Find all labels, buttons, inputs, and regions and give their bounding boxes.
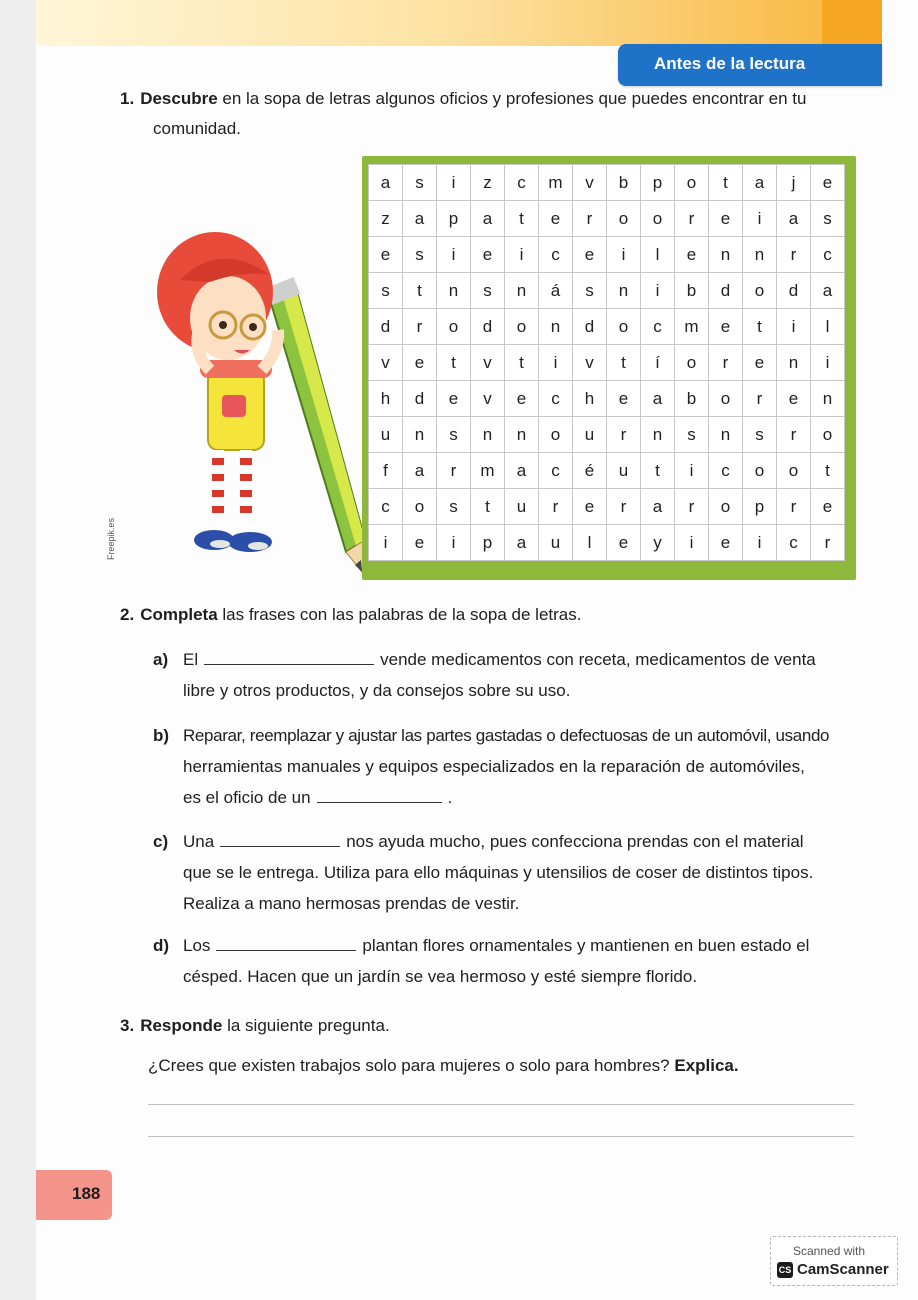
word-search-cell[interactable]: u — [369, 417, 403, 453]
word-search-cell[interactable]: s — [437, 489, 471, 525]
scanner-line: Scanned with — [793, 1244, 866, 1258]
word-search-cell[interactable]: u — [539, 525, 573, 561]
word-search-cell[interactable]: i — [369, 525, 403, 561]
word-search-cell[interactable]: e — [709, 201, 743, 237]
word-search-cell[interactable]: l — [811, 309, 845, 345]
word-search-cell[interactable]: t — [471, 489, 505, 525]
word-search-cell[interactable]: a — [811, 273, 845, 309]
word-search-cell[interactable]: j — [777, 165, 811, 201]
question-number: 3. — [120, 1016, 135, 1035]
word-search-row — [369, 345, 845, 381]
word-search-cell[interactable]: a — [505, 525, 539, 561]
word-search-cell[interactable]: c — [539, 453, 573, 489]
section-label: Antes de la lectura — [654, 54, 806, 73]
header-band — [36, 0, 882, 46]
word-search-grid — [368, 164, 845, 561]
word-search-cell[interactable]: á — [539, 273, 573, 309]
image-credit: Freepik.es — [106, 517, 116, 560]
word-search-row — [369, 453, 845, 489]
word-search-cell[interactable]: r — [675, 201, 709, 237]
word-search-cell[interactable]: c — [709, 453, 743, 489]
answer-blank[interactable] — [220, 828, 340, 847]
item-label: a) — [153, 650, 169, 669]
word-search-cell[interactable]: e — [709, 309, 743, 345]
word-search-cell[interactable]: o — [811, 417, 845, 453]
word-search-cell[interactable]: a — [743, 165, 777, 201]
word-search-cell[interactable]: a — [403, 201, 437, 237]
word-search-cell[interactable]: o — [743, 453, 777, 489]
word-search-cell[interactable]: n — [709, 237, 743, 273]
word-search-cell[interactable]: o — [607, 201, 641, 237]
word-search-cell[interactable]: n — [471, 417, 505, 453]
page-number: 188 — [72, 1184, 101, 1203]
item-text: nos ayuda mucho, pues confecciona prendas con el material — [346, 832, 804, 851]
word-search-cell[interactable]: e — [743, 345, 777, 381]
word-search-cell[interactable]: i — [437, 525, 471, 561]
word-search-cell[interactable]: i — [539, 345, 573, 381]
word-search-cell[interactable]: r — [743, 381, 777, 417]
word-search-cell[interactable]: n — [403, 417, 437, 453]
word-search-cell[interactable]: o — [641, 201, 675, 237]
word-search-cell[interactable]: o — [709, 381, 743, 417]
word-search-cell[interactable]: b — [675, 273, 709, 309]
word-search-row — [369, 309, 845, 345]
word-search-cell[interactable]: r — [777, 417, 811, 453]
question-text: las frases con las palabras de la sopa de letras. — [217, 605, 582, 624]
word-search-cell[interactable]: r — [811, 525, 845, 561]
word-search-cell[interactable]: o — [675, 345, 709, 381]
question-keyword: Completa — [140, 605, 218, 624]
word-search-cell[interactable]: p — [641, 165, 675, 201]
word-search-cell[interactable]: t — [709, 165, 743, 201]
answer-blank[interactable] — [317, 784, 442, 803]
word-search-cell[interactable]: e — [471, 237, 505, 273]
word-search-frame — [362, 156, 856, 580]
item-text: Reparar, reemplazar y ajustar las partes gastadas o defectuosas de un automóvil, usando — [183, 726, 830, 745]
word-search-cell[interactable]: e — [437, 381, 471, 417]
word-search-cell[interactable]: e — [369, 237, 403, 273]
word-search-cell[interactable]: n — [743, 237, 777, 273]
item-text: . — [447, 788, 453, 807]
word-search-cell[interactable]: c — [539, 381, 573, 417]
answer-line[interactable] — [148, 1104, 854, 1105]
item-text: El — [183, 650, 199, 669]
question-number: 2. — [120, 605, 135, 624]
word-search-cell[interactable]: v — [573, 165, 607, 201]
word-search-cell[interactable]: i — [777, 309, 811, 345]
question-2 — [120, 600, 880, 630]
word-search-cell[interactable]: r — [777, 237, 811, 273]
question-keyword: Responde — [140, 1016, 223, 1035]
sentence-item-d — [153, 930, 853, 992]
word-search-row — [369, 165, 845, 201]
word-search-cell[interactable]: e — [539, 201, 573, 237]
word-search-cell[interactable]: d — [573, 309, 607, 345]
word-search-cell[interactable]: c — [369, 489, 403, 525]
word-search-cell[interactable]: o — [539, 417, 573, 453]
word-search-cell[interactable]: e — [403, 345, 437, 381]
item-text: Una — [183, 832, 215, 851]
word-search-cell[interactable]: l — [573, 525, 607, 561]
word-search-cell[interactable]: h — [369, 381, 403, 417]
item-text: plantan flores ornamentales y mantienen en buen estado el — [362, 936, 810, 955]
word-search-cell[interactable]: n — [641, 417, 675, 453]
word-search-cell[interactable]: i — [641, 273, 675, 309]
word-search-row — [369, 381, 845, 417]
word-search-cell[interactable]: n — [505, 417, 539, 453]
word-search-cell[interactable]: c — [505, 165, 539, 201]
word-search-cell[interactable]: e — [811, 165, 845, 201]
question-text: la siguiente pregunta. — [222, 1016, 390, 1035]
item-text: herramientas manuales y equipos especializados en la reparación de automóviles, — [183, 757, 805, 776]
word-search-cell[interactable]: n — [607, 273, 641, 309]
word-search-cell[interactable]: z — [369, 201, 403, 237]
word-search-cell[interactable]: s — [573, 273, 607, 309]
open-question-text: ¿Crees que existen trabajos solo para mujeres o solo para hombres? — [148, 1056, 670, 1075]
word-search-cell[interactable]: n — [709, 417, 743, 453]
word-search-cell[interactable]: y — [641, 525, 675, 561]
question-text-continuation: comunidad. — [153, 119, 241, 138]
word-search-cell[interactable]: r — [607, 489, 641, 525]
word-search-cell[interactable]: i — [607, 237, 641, 273]
word-search-cell[interactable]: t — [505, 345, 539, 381]
question-number: 1. — [120, 89, 135, 108]
item-label: b) — [153, 726, 170, 745]
word-search-cell[interactable]: i — [675, 453, 709, 489]
word-search-cell[interactable]: e — [777, 381, 811, 417]
word-search-cell[interactable]: a — [777, 201, 811, 237]
word-search-cell[interactable]: i — [743, 525, 777, 561]
word-search-cell[interactable]: o — [709, 489, 743, 525]
word-search-cell[interactable]: a — [641, 489, 675, 525]
answer-blank[interactable] — [216, 932, 356, 951]
sentence-item-c — [153, 826, 853, 919]
word-search-cell[interactable]: p — [743, 489, 777, 525]
answer-line[interactable] — [148, 1136, 854, 1137]
word-search-cell[interactable]: s — [369, 273, 403, 309]
item-text: Los — [183, 936, 211, 955]
question-3 — [120, 1011, 880, 1041]
word-search-cell[interactable]: m — [675, 309, 709, 345]
word-search-cell[interactable]: c — [539, 237, 573, 273]
word-search-cell[interactable]: n — [777, 345, 811, 381]
word-search-cell[interactable]: i — [437, 165, 471, 201]
item-label: c) — [153, 832, 169, 851]
word-search-cell[interactable]: l — [641, 237, 675, 273]
word-search-cell[interactable]: c — [641, 309, 675, 345]
word-search-cell[interactable]: p — [471, 525, 505, 561]
word-search-cell[interactable]: i — [811, 345, 845, 381]
word-search-cell[interactable]: f — [369, 453, 403, 489]
question-keyword: Descubre — [140, 89, 218, 108]
page-number-tab — [36, 1170, 112, 1220]
question-text: en la sopa de letras algunos oficios y profesiones que puedes encontrar en tu — [217, 89, 807, 108]
item-text: que se le entrega. Utiliza para ello máquinas y utensilios de coser de distintos tipos. — [183, 863, 814, 882]
word-search-cell[interactable]: r — [437, 453, 471, 489]
word-search-row — [369, 417, 845, 453]
girl-with-pencil-illustration — [150, 220, 380, 580]
item-text: libre y otros productos, y da consejos sobre su uso. — [183, 681, 571, 700]
word-search-cell[interactable]: d — [369, 309, 403, 345]
word-search-cell[interactable]: e — [675, 237, 709, 273]
word-search-cell[interactable]: e — [811, 489, 845, 525]
item-label: d) — [153, 936, 170, 955]
word-search-cell[interactable]: c — [777, 525, 811, 561]
word-search-cell[interactable]: u — [505, 489, 539, 525]
word-search-cell[interactable]: b — [607, 165, 641, 201]
word-search-cell[interactable]: v — [471, 381, 505, 417]
word-search-cell[interactable]: s — [437, 417, 471, 453]
word-search-cell[interactable]: t — [437, 345, 471, 381]
word-search-cell[interactable]: í — [641, 345, 675, 381]
question-1 — [120, 84, 880, 144]
word-search-cell[interactable]: i — [675, 525, 709, 561]
word-search-cell[interactable]: e — [403, 525, 437, 561]
sentence-item-a — [153, 644, 853, 706]
word-search-row — [369, 525, 845, 561]
word-search-cell[interactable]: o — [505, 309, 539, 345]
word-search-cell[interactable]: i — [743, 201, 777, 237]
girl-figure — [157, 232, 278, 552]
word-search-cell[interactable]: s — [403, 165, 437, 201]
word-search-cell[interactable]: r — [675, 489, 709, 525]
word-search-cell[interactable]: u — [607, 453, 641, 489]
item-text: césped. Hacen que un jardín se vea hermoso y esté siempre florido. — [183, 967, 698, 986]
word-search-row — [369, 489, 845, 525]
word-search-cell[interactable]: i — [437, 237, 471, 273]
word-search-cell[interactable]: d — [471, 309, 505, 345]
word-search-cell[interactable]: r — [573, 201, 607, 237]
word-search-cell[interactable]: v — [369, 345, 403, 381]
word-search-cell[interactable]: s — [471, 273, 505, 309]
word-search-cell[interactable]: a — [369, 165, 403, 201]
word-search-cell[interactable]: t — [641, 453, 675, 489]
word-search-cell[interactable]: r — [709, 345, 743, 381]
word-search-cell[interactable]: s — [675, 417, 709, 453]
open-question — [148, 1051, 739, 1081]
word-search-cell[interactable]: a — [505, 453, 539, 489]
word-search-cell[interactable]: z — [471, 165, 505, 201]
word-search-cell[interactable]: s — [743, 417, 777, 453]
left-margin-strip — [0, 0, 36, 1300]
word-search-cell[interactable]: a — [471, 201, 505, 237]
word-search-cell[interactable]: b — [675, 381, 709, 417]
word-search-cell[interactable]: n — [811, 381, 845, 417]
word-search-cell[interactable]: i — [505, 237, 539, 273]
word-search-cell[interactable]: o — [403, 489, 437, 525]
word-search-cell[interactable]: n — [437, 273, 471, 309]
scanner-watermark — [770, 1236, 898, 1286]
word-search-cell[interactable]: o — [743, 273, 777, 309]
word-search-cell[interactable]: e — [709, 525, 743, 561]
word-search-cell[interactable]: t — [811, 453, 845, 489]
word-search-cell[interactable]: m — [471, 453, 505, 489]
word-search-cell[interactable]: d — [403, 381, 437, 417]
word-search-cell[interactable]: t — [403, 273, 437, 309]
answer-blank[interactable] — [204, 646, 374, 665]
word-search-cell[interactable]: n — [539, 309, 573, 345]
word-search-cell[interactable]: h — [573, 381, 607, 417]
word-search-cell[interactable]: c — [811, 237, 845, 273]
word-search-cell[interactable]: m — [539, 165, 573, 201]
word-search-cell[interactable]: d — [709, 273, 743, 309]
word-search-cell[interactable]: t — [743, 309, 777, 345]
word-search-cell[interactable]: t — [505, 201, 539, 237]
word-search-cell[interactable]: n — [505, 273, 539, 309]
word-search-cell[interactable]: e — [573, 489, 607, 525]
word-search-cell[interactable]: e — [607, 525, 641, 561]
sentence-item-b — [153, 720, 853, 813]
word-search-cell[interactable]: a — [641, 381, 675, 417]
word-search-cell[interactable]: e — [573, 237, 607, 273]
word-search-cell[interactable]: e — [505, 381, 539, 417]
word-search-cell[interactable]: a — [403, 453, 437, 489]
item-text: es el oficio de un — [183, 788, 311, 807]
word-search-cell[interactable]: r — [607, 417, 641, 453]
word-search-cell[interactable]: v — [573, 345, 607, 381]
pencil-icon — [266, 277, 365, 572]
word-search-cell[interactable]: t — [607, 345, 641, 381]
word-search-cell[interactable]: u — [573, 417, 607, 453]
word-search-cell[interactable]: r — [539, 489, 573, 525]
word-search-cell[interactable]: e — [607, 381, 641, 417]
word-search-cell[interactable]: v — [471, 345, 505, 381]
word-search-cell[interactable]: é — [573, 453, 607, 489]
word-search-cell[interactable]: p — [437, 201, 471, 237]
word-search-cell[interactable]: o — [607, 309, 641, 345]
word-search-cell[interactable]: r — [777, 489, 811, 525]
item-text: Realiza a mano hermosas prendas de vestir. — [183, 894, 520, 913]
camscanner-logo-icon: CS — [777, 1262, 793, 1278]
word-search-row — [369, 201, 845, 237]
section-tab — [618, 44, 882, 86]
word-search-cell[interactable]: s — [811, 201, 845, 237]
word-search-cell[interactable]: o — [437, 309, 471, 345]
word-search-cell[interactable]: s — [403, 237, 437, 273]
word-search-cell[interactable]: r — [403, 309, 437, 345]
word-search-cell[interactable]: d — [777, 273, 811, 309]
scanner-brand: CamScanner — [797, 1261, 889, 1278]
word-search-cell[interactable]: o — [675, 165, 709, 201]
open-question-keyword: Explica. — [674, 1056, 739, 1075]
item-text: vende medicamentos con receta, medicamentos de venta — [380, 650, 816, 669]
word-search-cell[interactable]: o — [777, 453, 811, 489]
word-search-row — [369, 273, 845, 309]
word-search-row — [369, 237, 845, 273]
